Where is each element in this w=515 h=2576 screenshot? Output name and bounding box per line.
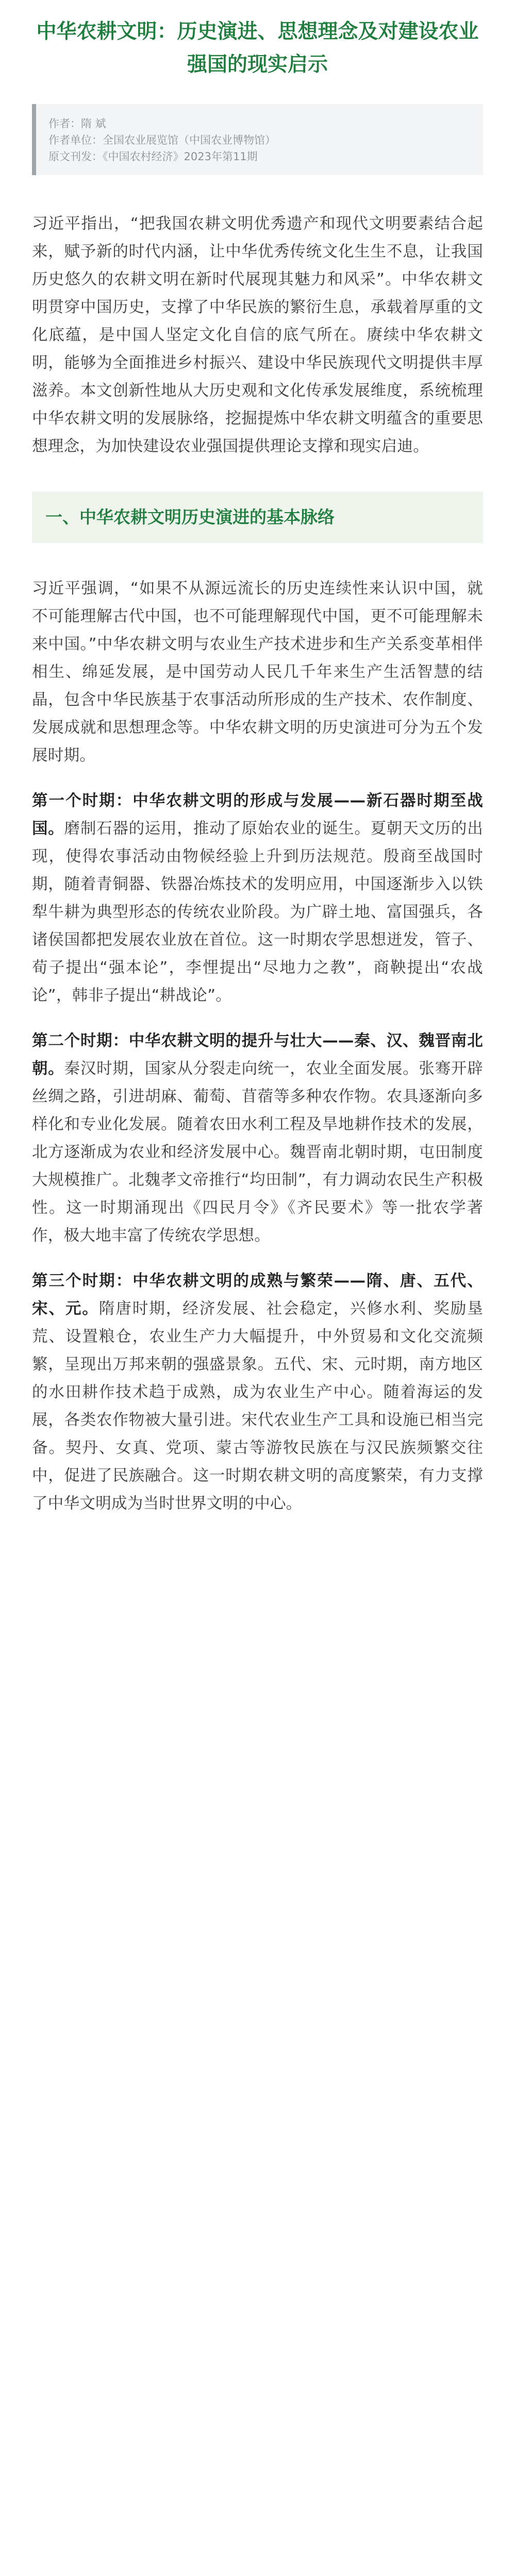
meta-unit-label: 作者单位： — [48, 134, 103, 146]
period-2-paragraph — [32, 1027, 483, 1250]
period-2-heading: 第二个时期：中华农耕文明的提升与壮大——秦、汉、魏晋南北朝。 — [32, 1032, 483, 1078]
section-1-header — [32, 492, 483, 543]
period-3-text: 隋唐时期，经济发展、社会稳定，兴修水利、奖励垦荒、设置粮仓，农业生产力大幅提升，中外贸易和文化交流频繁，呈现出万邦来朝的强盛景象。五代、宋、元时期，南方地区的水田耕作技术趋于成熟，成为农业生产中心。随着海运的发展，各类农作物被大量引进。宋代农业生产工具和设施已相当完备。契丹、女真、党项、蒙古等游牧民族在与汉民族频繁交往中，促进了民族融合。这一时期农耕文明的高度繁荣，有力支撑了中华文明成为当时世界文明的中心。 — [32, 1300, 484, 1513]
meta-source-label: 原文刊发： — [48, 150, 103, 163]
article-title: 中华农耕文明：历史演进、思想理念及对建设农业强国的现实启示 — [36, 20, 479, 76]
meta-unit — [48, 132, 471, 148]
meta-source-value: 《中国农村经济》2023年第11期 — [103, 150, 258, 163]
meta-author-value: 隋 斌 — [81, 117, 106, 130]
meta-source — [48, 148, 471, 165]
period-1-text: 磨制石器的运用，推动了原始农业的诞生。夏朝天文历的出现，使得农事活动由物候经验上升到历法规范。殷商至战国时期，随着青铜器、铁器冶炼技术的发明应用，中国逐渐步入以铁犁牛耕为典型形态的传统农业阶段。为广辟土地、富国强兵，各诸侯国都把发展农业放在首位。这一时期农学思想迸发，管子、荀子提出“强本论”，李悝提出“尽地力之教”，商鞅提出“农战论”，韩非子提出“耕战论”。 — [32, 820, 483, 1005]
section-1-lead-paragraph: 习近平强调，“如果不从源远流长的历史连续性来认识中国，就不可能理解古代中国，也不可能理解现代中国，更不可能理解未来中国。”中华农耕文明与农业生产技术进步和生产关系变革相伴相生、绵延发展，是中国劳动人民几千年来生产生活智慧的结晶，包含中华民族基于农事活动所形成的生产技术、农作制度、发展成就和思想理念等。中华农耕文明的历史演进可分为五个发展时期。 — [32, 580, 483, 765]
section-1-heading: 一、中华农耕文明历史演进的基本脉络 — [45, 507, 335, 527]
period-1-paragraph — [32, 787, 483, 1010]
meta-unit-value: 全国农业展览馆（中国农业博物馆） — [103, 134, 276, 146]
article-meta-box — [32, 104, 483, 175]
meta-author-label: 作者： — [48, 117, 81, 130]
period-2-text: 秦汉时期，国家从分裂走向统一，农业全面发展。张骞开辟丝绸之路，引进胡麻、葡萄、苜蓿等多种农作物。农具逐渐向多样化和专业化发展。随着农田水利工程及旱地耕作技术的发展，北方逐渐成为农业和经济发展中心。魏晋南北朝时期，屯田制度大规模推广。北魏孝文帝推行“均田制”，有力调动农民生产积极性。这一时期涌现出《四民月令》《齐民要术》等一批农学著作，极大地丰富了传统农学思想。 — [32, 1060, 483, 1245]
period-1-heading: 第一个时期：中华农耕文明的形成与发展——新石器时期至战国。 — [32, 792, 483, 838]
intro-paragraph: 习近平指出，“把我国农耕文明优秀遗产和现代文明要素结合起来，赋予新的时代内涵，让中华优秀传统文化生生不息，让我国历史悠久的农耕文明在新时代展现其魅力和风采”。中华农耕文明贯穿中国历史，支撑了中华民族的繁衍生息，承载着厚重的文化底蕴，是中国人坚定文化自信的底气所在。赓续中华农耕文明，能够为全面推进乡村振兴、建设中华民族现代文明提供丰厚滋养。本文创新性地从大历史观和文化传承发展维度，系统梳理中华农耕文明的发展脉络，挖掘提炼中华农耕文明蕴含的重要思想理念，为加快建设农业强国提供理论支撑和现实启迪。 — [32, 215, 483, 455]
meta-author — [48, 115, 471, 132]
period-3-paragraph — [32, 1267, 483, 1518]
period-3-heading: 第三个时期：中华农耕文明的成熟与繁荣——隋、唐、五代、宋、元。 — [32, 1272, 483, 1318]
